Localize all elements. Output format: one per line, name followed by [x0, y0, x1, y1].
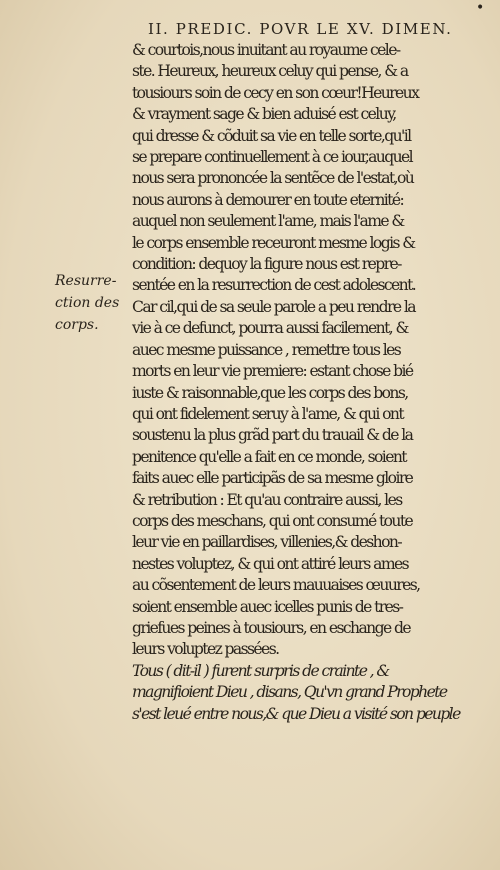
- text-line: leur vie en paillardises, villenies,& deshon-: [132, 533, 401, 552]
- text-line: faits auec elle participãs de sa mesme gloire: [132, 469, 413, 488]
- text-line: condition: dequoy la figure nous est repre-: [132, 255, 401, 274]
- text-line: leurs voluptez passées.: [132, 640, 279, 659]
- body-text: [132, 40, 490, 725]
- margin-note-line: Resurre-: [55, 273, 117, 289]
- text-line: auec mesme puissance , remettre tous les: [132, 340, 401, 359]
- text-line: le corps ensemble receuront mesme logis &: [132, 233, 415, 252]
- ink-mark: •: [476, 0, 485, 16]
- text-line: ste. Heureux, heureux celuy qui pense, & a: [132, 62, 408, 81]
- text-line: s'est leué entre nous,& que Dieu a visité son peuple: [132, 704, 460, 723]
- text-line: corps des meschans, qui ont consumé toute: [132, 511, 413, 530]
- text-line: vie à ce defunct, pourra aussi facilement, &: [132, 319, 408, 338]
- text-line: griefues peines à tousiours, en eschange de: [132, 618, 410, 637]
- text-line: Car cil,qui de sa seule parole a peu rendre la: [132, 297, 415, 316]
- text-line: nous sera prononcée la sentẽce de l'estat,où: [132, 169, 414, 188]
- text-line: penitence qu'elle a fait en ce monde, soient: [132, 447, 406, 466]
- text-line: qui dresse & cõduit sa vie en telle sorte,qu'il: [132, 126, 411, 145]
- text-line: magnifioient Dieu , disans, Qu'vn grand Prophete: [132, 683, 447, 702]
- text-line: soient ensemble auec icelles punis de tres-: [132, 597, 403, 616]
- text-line: & vrayment sage & bien aduisé est celuy,: [132, 105, 396, 124]
- margin-note-line: ction des: [55, 295, 120, 311]
- text-line: auquel non seulement l'ame, mais l'ame &: [132, 212, 404, 231]
- text-line: iuste & raisonnable,que les corps des bons,: [132, 383, 408, 402]
- running-header: II. PREDIC. POVR LE XV. DIMEN.: [148, 20, 453, 38]
- text-line: sentée en la resurrection de cest adolescent.: [132, 276, 416, 295]
- paragraph: [132, 40, 490, 661]
- text-line: soustenu la plus grãd part du trauail & de la: [132, 426, 413, 445]
- text-line: nous aurons à demourer en toute eternité:: [132, 190, 404, 209]
- text-line: & courtois,nous inuitant au royaume cele-: [132, 41, 400, 59]
- text-line: Tous ( dit-il ) furent surpris de crainte , &: [132, 661, 389, 680]
- margin-note-line: corps.: [55, 317, 99, 333]
- text-line: qui ont fidelement seruy à l'ame, & qui ont: [132, 404, 404, 423]
- text-line: se prepare continuellement à ce iour,auquel: [132, 148, 413, 167]
- text-line: tousiours soin de cecy en son cœur!Heureux: [132, 83, 419, 102]
- text-line: au cõsentement de leurs mauuaises œuures,: [132, 576, 420, 595]
- text-line: morts en leur vie premiere: estant chose bié: [132, 362, 413, 381]
- text-line: nestes voluptez, & qui ont attiré leurs ames: [132, 554, 409, 573]
- quote-paragraph: [132, 661, 490, 725]
- text-line: & retribution : Et qu'au contraire aussi, les: [132, 490, 402, 509]
- margin-note: [55, 270, 127, 336]
